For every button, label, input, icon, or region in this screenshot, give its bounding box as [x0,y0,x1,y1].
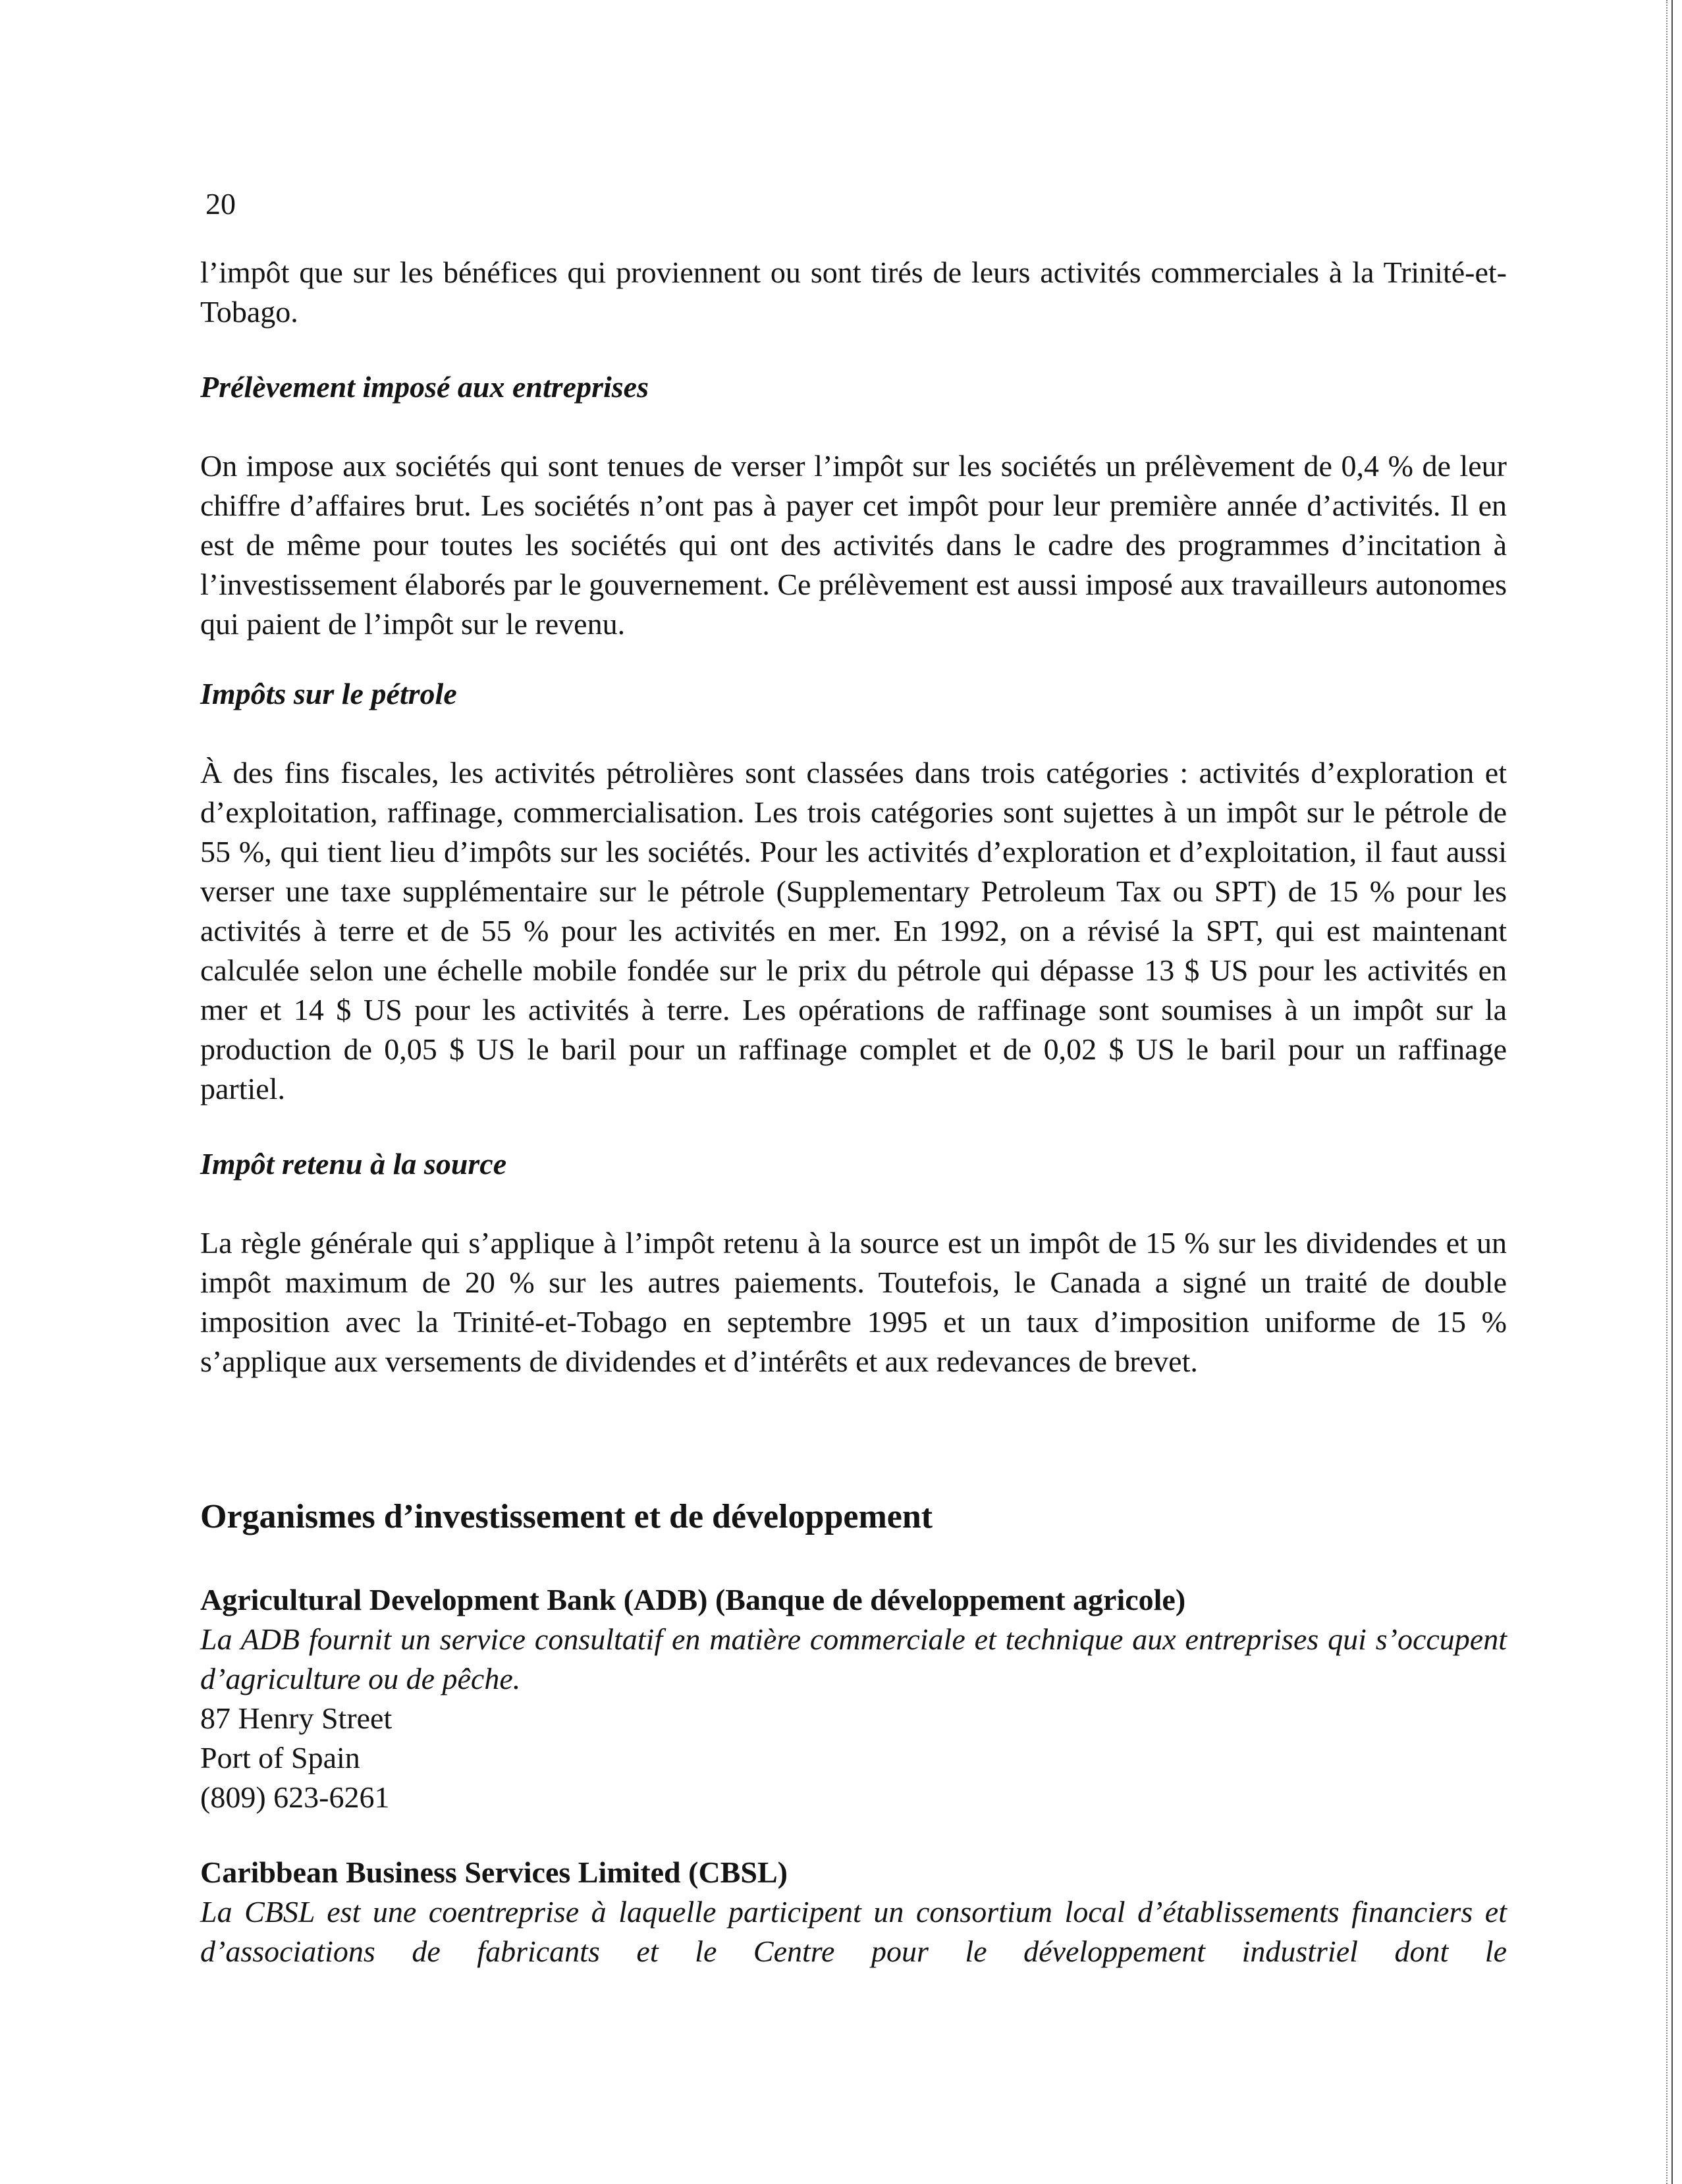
org-description-adb: La ADB fournit un service consultatif en matière commerciale et technique aux entreprises qui s’occupent d’agriculture ou de pêche. [200,1622,1507,1695]
section-levy-body [200,446,1507,644]
org-cbsl [200,1853,1507,1971]
section-levy [200,367,1507,407]
section-withholding [200,1144,1507,1184]
org-name-cbsl: Caribbean Business Services Limited (CBSL) [200,1855,788,1889]
organizations-title-block [200,1496,1507,1538]
section-heading-petroleum: Impôts sur le pétrole [200,677,457,710]
section-paragraph-withholding: La règle générale qui s’applique à l’impôt retenu à la source est un impôt de 15 % sur les dividendes et un impôt maximum de 20 % sur les autres paiements. Toutefois, le Canada a signé un traité de double imposition avec la Trinité-et-Tobago en septembre 1995 et un taux d’imposition uniforme de 15 % s’applique aux versements de dividendes et d’intérêts et aux redevances de brevet. [200,1226,1507,1378]
intro-paragraph-block [200,253,1507,332]
section-paragraph-levy: On impose aux sociétés qui sont tenues de verser l’impôt sur les sociétés un prélèvement de 0,4 % de leur chiffre d’affaires brut. Les sociétés n’ont pas à payer cet impôt pour leur première année d’activités. Il en est de même pour toutes les sociétés qui ont des activités dans le cadre des programmes d’incitation à l’investissement élaborés par le gouvernement. Ce prélèvement est aussi imposé aux travailleurs autonomes qui paient de l’impôt sur le revenu. [200,449,1507,641]
page-number: 20 [205,187,236,221]
org-address-line1-adb: 87 Henry Street [200,1701,393,1735]
section-heading-withholding: Impôt retenu à la source [200,1147,507,1181]
section-petroleum-body [200,753,1507,1109]
org-address-line2-adb: Port of Spain [200,1741,360,1774]
section-withholding-body [200,1223,1507,1381]
section-petroleum [200,674,1507,714]
org-adb [200,1580,1507,1817]
org-description-cbsl: La CBSL est une coentreprise à laquelle participent un consortium local d’établissements financiers et d’associations de fabricants et le Centre pour le développement industriel dont le [200,1895,1507,1968]
section-heading-levy: Prélèvement imposé aux entreprises [200,370,649,404]
org-phone-adb: (809) 623-6261 [200,1780,390,1814]
section-paragraph-petroleum: À des fins fiscales, les activités pétrolières sont classées dans trois catégories : activités d’exploration et d’exploitation, raffinage, commercialisation. Les trois catégories sont sujettes à un impôt sur le pétrole de 55 %, qui tient lieu d’impôts sur les sociétés. Pour les activités d’exploration et d’exploitation, il faut aussi verser une taxe supplémentaire sur le pétrole (Supplementary Petroleum Tax ou SPT) de 15 % pour les activités à terre et de 55 % pour les activités en mer. En 1992, on a révisé la SPT, qui est maintenant calculée selon une échelle mobile fondée sur le prix du pétrole qui dépasse 13 $ US pour les activités en mer et 14 $ US pour les activités à terre. Les opérations de raffinage sont soumises à un impôt sur la production de 0,05 $ US le baril pour un raffinage complet et de 0,02 $ US le baril pour un raffinage partiel. [200,756,1507,1105]
org-name-adb: Agricultural Development Bank (ADB) (Banque de développement agricole) [200,1583,1186,1616]
scan-edge-line [1666,0,1673,2184]
intro-paragraph: l’impôt que sur les bénéfices qui proviennent ou sont tirés de leurs activités commerciales à la Trinité-et-Tobago. [200,255,1507,329]
organizations-section-title: Organismes d’investissement et de développement [200,1498,933,1535]
